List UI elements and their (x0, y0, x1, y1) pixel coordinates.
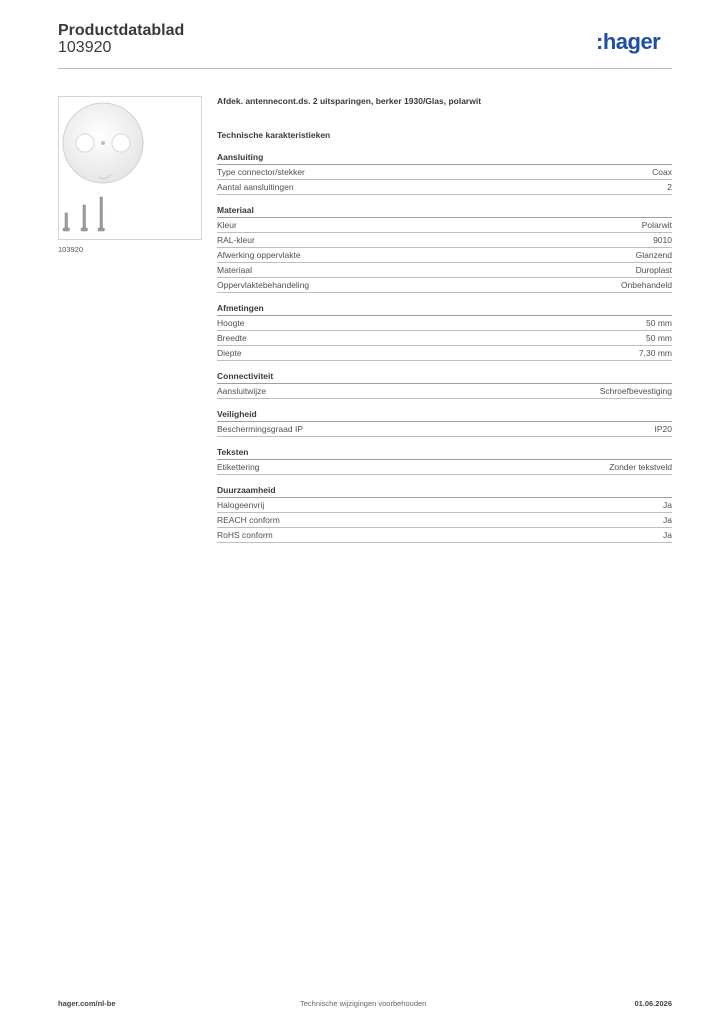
spec-label: RoHS conform (217, 530, 273, 540)
product-illustration (59, 97, 201, 239)
footer-notice: Technische wijzigingen voorbehouden (300, 999, 427, 1008)
spec-label: RAL-kleur (217, 235, 255, 245)
hager-logo: :hager (596, 29, 661, 54)
spec-sections (217, 151, 672, 543)
spec-value: Glanzend (635, 250, 672, 260)
spec-value: Ja (663, 500, 672, 510)
spec-row (217, 278, 672, 293)
spec-label: Type connector/stekker (217, 167, 305, 177)
specifications (217, 94, 672, 543)
spec-value: Ja (663, 515, 672, 525)
spec-section (217, 204, 672, 293)
spec-section (217, 151, 672, 195)
product-code: 103920 (58, 39, 112, 56)
spec-value: Coax (652, 167, 672, 177)
spec-section (217, 408, 672, 437)
logo-text: hager (602, 29, 661, 54)
spec-row (217, 513, 672, 528)
spec-row (217, 248, 672, 263)
spec-value: Duroplast (635, 265, 672, 275)
spec-value: IP20 (654, 424, 672, 434)
spec-row (217, 218, 672, 233)
spec-label: Materiaal (217, 265, 252, 275)
spec-label: Etikettering (217, 462, 260, 472)
header-divider (58, 68, 672, 69)
spec-value: 50 mm (646, 318, 672, 328)
spec-label: Beschermingsgraad IP (217, 424, 303, 434)
spec-value: Zonder tekstveld (609, 462, 672, 472)
spec-row (217, 498, 672, 513)
product-title: Afdek. antennecont.ds. 2 uitsparingen, berker 1930/Glas, polarwit (217, 96, 482, 106)
spec-row (217, 316, 672, 331)
spec-label: Kleur (217, 220, 237, 230)
image-caption: 103920 (58, 245, 84, 254)
section-title: Veiligheid (217, 408, 672, 422)
product-image (58, 96, 202, 240)
spec-value: 2 (667, 182, 672, 192)
spec-row (217, 384, 672, 399)
spec-label: REACH conform (217, 515, 280, 525)
spec-value: Schroefbevestiging (599, 386, 672, 396)
spec-label: Aantal aansluitingen (217, 182, 294, 192)
spec-value: 9010 (653, 235, 672, 245)
spec-row (217, 346, 672, 361)
spec-section (217, 446, 672, 475)
spec-label: Aansluitwijze (217, 386, 267, 396)
spec-row (217, 460, 672, 475)
spec-row (217, 233, 672, 248)
spec-label: Hoogte (217, 318, 245, 328)
spec-row (217, 422, 672, 437)
spec-section (217, 302, 672, 361)
spec-row (217, 331, 672, 346)
spec-row (217, 528, 672, 543)
spec-value: Ja (663, 530, 672, 540)
spec-value: 50 mm (646, 333, 672, 343)
spec-label: Afwerking oppervlakte (217, 250, 301, 260)
tech-heading: Technische karakteristieken (217, 130, 331, 140)
section-title: Connectiviteit (217, 370, 672, 384)
footer-date: 01.06.2026 (634, 999, 672, 1008)
spec-row (217, 263, 672, 278)
section-title: Aansluiting (217, 151, 672, 165)
spec-value: Polarwit (641, 220, 672, 230)
spec-label: Oppervlaktebehandeling (217, 280, 310, 290)
spec-row (217, 165, 672, 180)
section-title: Materiaal (217, 204, 672, 218)
spec-section (217, 370, 672, 399)
spec-label: Breedte (217, 333, 247, 343)
footer-website: hager.com/nl-be (58, 999, 116, 1008)
page-title: Productdatablad (58, 22, 185, 39)
spec-row (217, 180, 672, 195)
spec-section (217, 484, 672, 543)
section-title: Afmetingen (217, 302, 672, 316)
section-title: Duurzaamheid (217, 484, 672, 498)
spec-label: Halogeenvrij (217, 500, 265, 510)
spec-label: Diepte (217, 348, 242, 358)
section-title: Teksten (217, 446, 672, 460)
spec-value: Onbehandeld (620, 280, 672, 290)
spec-value: 7,30 mm (638, 348, 672, 358)
